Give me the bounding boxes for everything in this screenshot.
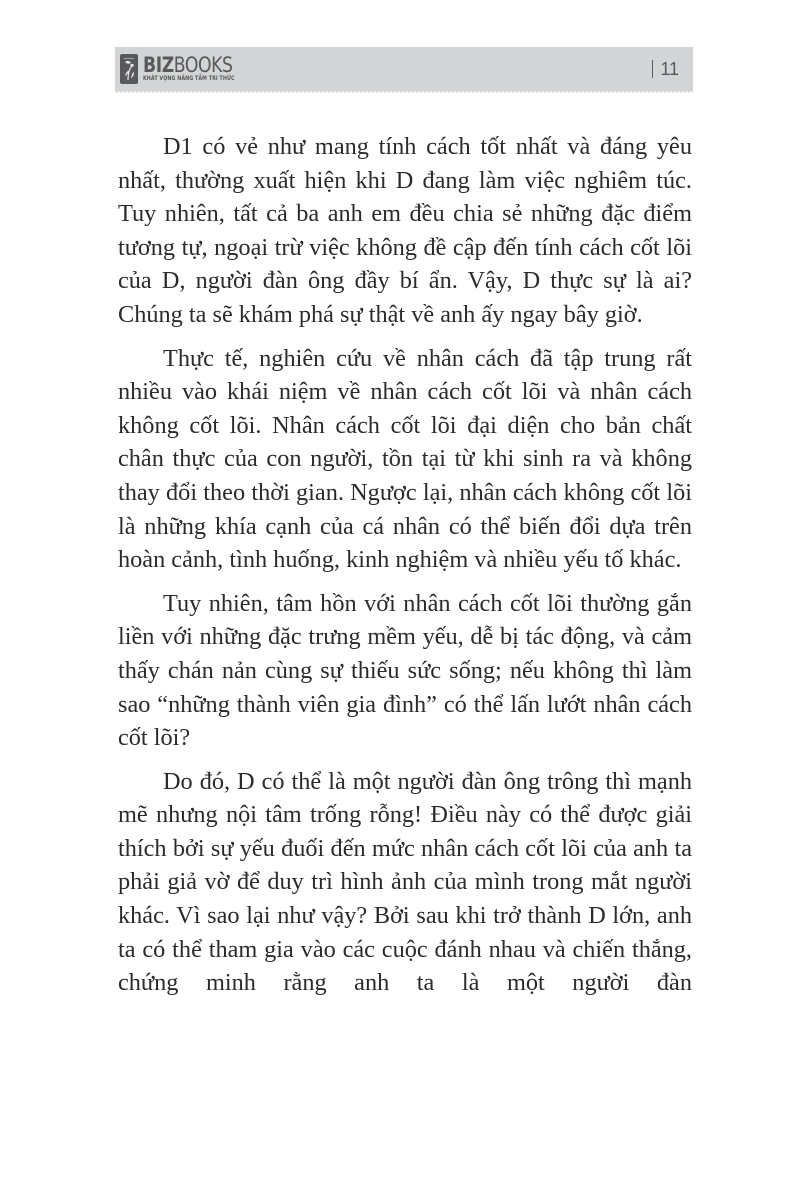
paragraph-4: Do đó, D có thể là một người đàn ông trông thì mạnh mẽ nhưng nội tâm trống rỗng! Điều này có thể được giải thích bởi sự yếu đuối đến mức nhân cách cốt lõi của anh ta phải giả vờ để duy trì hình ảnh của mình trong mắt người khác. Vì sao lại như vậy? Bởi sau khi trở thành D lớn, anh ta có thể tham gia vào các cuộc đánh nhau và chiến thắng, chứng minh rằng anh ta là một người đàn	[118, 767, 692, 997]
paragraph-1: D1 có vẻ như mang tính cách tốt nhất và đáng yêu nhất, thường xuất hiện khi D đang làm việc nghiêm túc. Tuy nhiên, tất cả ba anh em đều chia sẻ những đặc điểm tương tự, ngoại trừ việc không đề cập đến tính cách cốt lõi của D, người đàn ông đầy bí ẩn. Vậy, D thực sự là ai? Chúng ta sẽ khám phá sự thật về anh ấy ngay bây giờ.	[118, 133, 692, 328]
brand-name-light: BOOKS	[173, 53, 233, 77]
running-header	[115, 47, 693, 91]
body-text	[118, 130, 692, 1010]
page-number-value: 11	[660, 58, 679, 79]
bizbooks-logo-icon	[120, 54, 138, 84]
flower-emblem-icon	[120, 54, 138, 84]
bizbooks-logo	[120, 52, 258, 86]
brand-name	[143, 55, 237, 75]
page-number-separator	[652, 60, 654, 78]
paragraph-2: Thực tế, nghiên cứu về nhân cách đã tập trung rất nhiều vào khái niệm về nhân cách cốt lõi và nhân cách không cốt lõi. Nhân cách cốt lõi đại diện cho bản chất chân thực của con người, tồn tại từ khi sinh ra và không thay đổi theo thời gian. Ngược lại, nhân cách không cốt lõi là những khía cạnh của cá nhân có thể biến đổi dựa trên hoàn cảnh, tình huống, kinh nghiệm và nhiều yếu tố khác.	[118, 344, 692, 574]
paragraph-3: Tuy nhiên, tâm hồn với nhân cách cốt lõi thường gắn liền với những đặc trưng mềm yếu, dễ bị tác động, và cảm thấy chán nản cùng sự thiếu sức sống; nếu không thì làm sao “những thành viên gia đình” có thể lấn lướt nhân cách cốt lõi?	[118, 589, 692, 752]
page-number	[652, 57, 679, 81]
brand-tagline: KHÁT VỌNG NÂNG TẦM TRI THỨC	[143, 75, 235, 82]
brand-name-bold: BIZ	[143, 53, 174, 77]
